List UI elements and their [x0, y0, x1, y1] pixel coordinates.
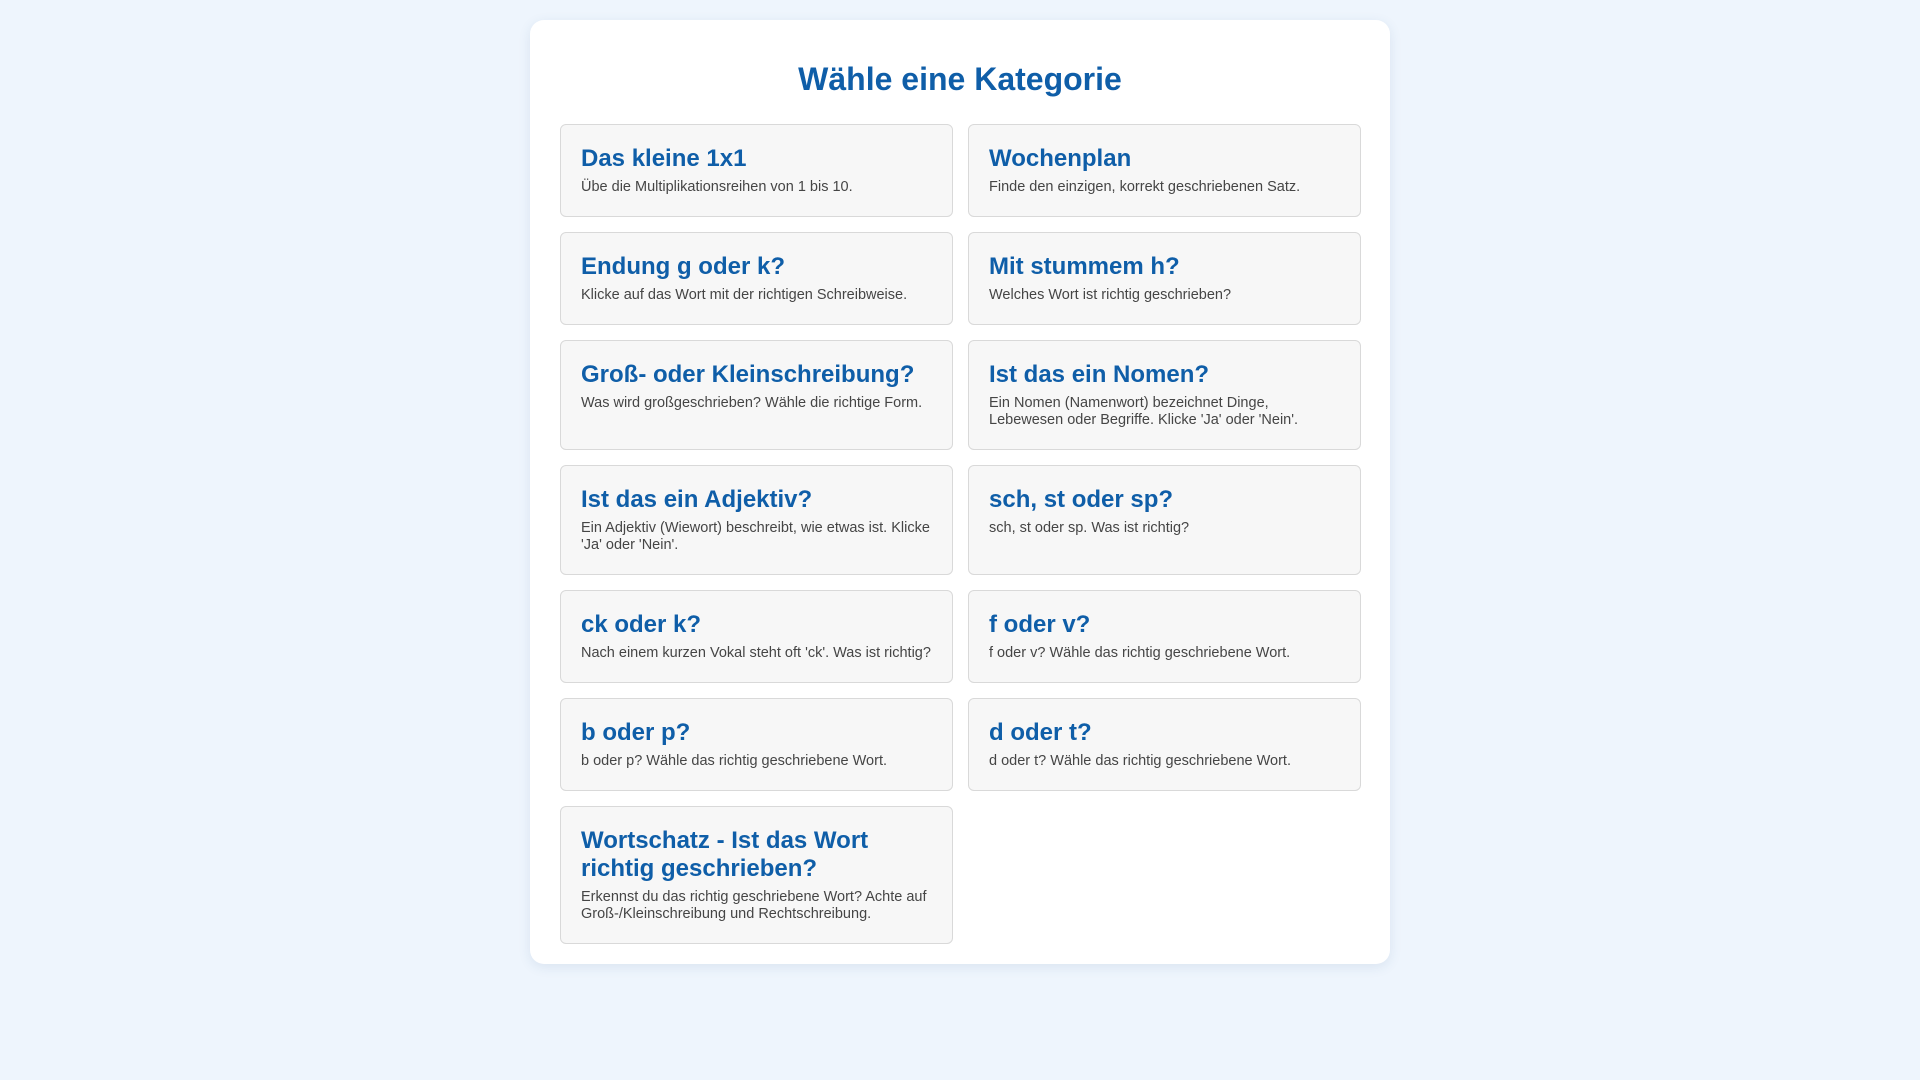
page-title: Wähle eine Kategorie	[798, 61, 1122, 97]
category-description: sch, st oder sp. Was ist richtig?	[989, 520, 1190, 537]
category-card-d-oder-t[interactable]	[968, 698, 1361, 791]
category-title: Wortschatz - Ist das Wort richtig geschrieben?	[581, 827, 869, 883]
category-description: b oder p? Wähle das richtig geschriebene Wort.	[581, 753, 888, 770]
category-title: b oder p?	[581, 719, 691, 747]
category-card-stummes-h[interactable]	[968, 232, 1361, 325]
category-grid	[560, 124, 1360, 944]
category-description: Ein Nomen (Namenwort) bezeichnet Dinge, Lebewesen oder Begriffe. Klicke 'Ja' oder 'Nein'.	[989, 395, 1299, 429]
category-description: d oder t? Wähle das richtig geschriebene Wort.	[989, 753, 1291, 770]
category-card-adjektiv[interactable]	[560, 465, 953, 575]
category-description: Klicke auf das Wort mit der richtigen Schreibweise.	[581, 287, 908, 304]
category-title: Groß- oder Kleinschreibung?	[581, 361, 915, 389]
category-card-endung-g-oder-k[interactable]	[560, 232, 953, 325]
category-description: Übe die Multiplikationsreihen von 1 bis 10.	[581, 179, 853, 196]
category-description: Nach einem kurzen Vokal steht oft 'ck'. Was ist richtig?	[581, 645, 931, 662]
category-title: Endung g oder k?	[581, 253, 785, 281]
category-card-sch-st-sp[interactable]	[968, 465, 1361, 575]
category-title: Mit stummem h?	[989, 253, 1180, 281]
category-description: Ein Adjektiv (Wiewort) beschreibt, wie etwas ist. Klicke 'Ja' oder 'Nein'.	[581, 520, 930, 554]
category-title: Ist das ein Nomen?	[989, 361, 1210, 389]
category-card-gross-kleinschreibung[interactable]	[560, 340, 953, 450]
category-title: d oder t?	[989, 719, 1092, 747]
category-card-nomen[interactable]	[968, 340, 1361, 450]
category-card-wortschatz[interactable]	[560, 806, 953, 944]
category-title: Ist das ein Adjektiv?	[581, 486, 813, 514]
category-card-wochenplan[interactable]	[968, 124, 1361, 217]
category-description: Erkennst du das richtig geschriebene Wort? Achte auf Groß-/Kleinschreibung und Rechtschreibung.	[581, 889, 927, 923]
category-card-kleine-1x1[interactable]	[560, 124, 953, 217]
category-card-b-oder-p[interactable]	[560, 698, 953, 791]
category-title: sch, st oder sp?	[989, 486, 1174, 514]
category-title: ck oder k?	[581, 611, 702, 639]
category-title: Das kleine 1x1	[581, 145, 747, 173]
category-description: Finde den einzigen, korrekt geschriebenen Satz.	[989, 179, 1301, 196]
category-description: Was wird großgeschrieben? Wähle die richtige Form.	[581, 395, 923, 412]
category-description: f oder v? Wähle das richtig geschriebene Wort.	[989, 645, 1291, 662]
category-panel	[530, 20, 1390, 964]
category-title: f oder v?	[989, 611, 1091, 639]
category-card-f-oder-v[interactable]	[968, 590, 1361, 683]
category-title: Wochenplan	[989, 145, 1132, 173]
category-description: Welches Wort ist richtig geschrieben?	[989, 287, 1232, 304]
category-card-ck-oder-k[interactable]	[560, 590, 953, 683]
